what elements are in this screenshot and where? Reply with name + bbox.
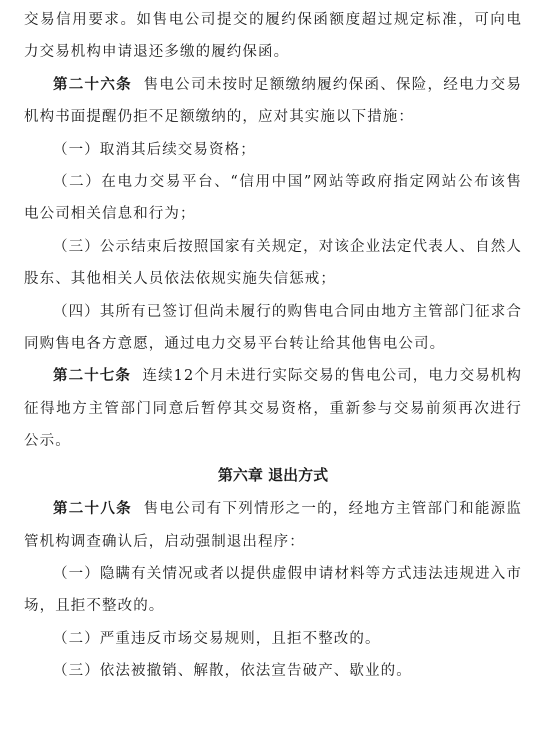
article-number: 第二十六条 xyxy=(53,75,132,93)
article-number: 第二十七条 xyxy=(53,367,132,385)
item-text: （三）公示结束后按照国家有关规定，对该企业法定代表人、自然人股东、其他相关人员依法依规实施失信惩戒； xyxy=(24,238,522,288)
measure-item-3 xyxy=(24,231,522,296)
item-text: （四）其所有已签订但尚未履行的购售电合同由地方主管部门征求合同购售电各方意愿，通过电力交易平台转让给其他售电公司。 xyxy=(24,303,522,353)
article-26 xyxy=(24,69,522,134)
article-28 xyxy=(24,493,522,558)
article-text: 售电公司未按时足额缴纳履约保函、保险，经电力交易机构书面提醒仍拒不足额缴纳的，应对其实施以下措施： xyxy=(24,76,523,126)
article-27 xyxy=(24,360,522,457)
item-text: （一）取消其后续交易资格； xyxy=(53,141,256,158)
article-number: 第二十八条 xyxy=(53,500,132,518)
item-text: （一）隐瞒有关情况或者以提供虚假申请材料等方式违法违规进入市场，且拒不整改的。 xyxy=(24,565,522,615)
article-text: 售电公司有下列情形之一的，经地方主管部门和能源监管机构调查确认后，启动强制退出程序： xyxy=(24,501,523,550)
paragraph-text: 交易信用要求。如售电公司提交的履约保函额度超过规定标准，可向电力交易机构申请退还多缴的履约保函。 xyxy=(24,12,522,61)
paragraph-1 xyxy=(24,0,522,69)
measure-item-1 xyxy=(24,134,522,166)
item-text: （二）严重违反市场交易规则，且拒不整改的。 xyxy=(53,630,381,647)
exit-item-3 xyxy=(24,655,522,687)
exit-item-1 xyxy=(24,558,522,623)
article-text: 连续12个月未进行实际交易的售电公司，电力交易机构征得地方主管部门同意后暂停其交易资格，重新参与交易前须再次进行公示。 xyxy=(24,368,523,450)
measure-item-2 xyxy=(24,166,522,231)
item-text: （三）依法被撤销、解散，依法宣告破产、歇业的。 xyxy=(53,663,412,680)
chapter-heading: 第六章 退出方式 xyxy=(217,465,329,484)
exit-item-2 xyxy=(24,623,522,655)
item-text: （二）在电力交易平台、“信用中国”网站等政府指定网站公布该售电公司相关信息和行为； xyxy=(24,174,522,223)
measure-item-4 xyxy=(24,296,522,361)
